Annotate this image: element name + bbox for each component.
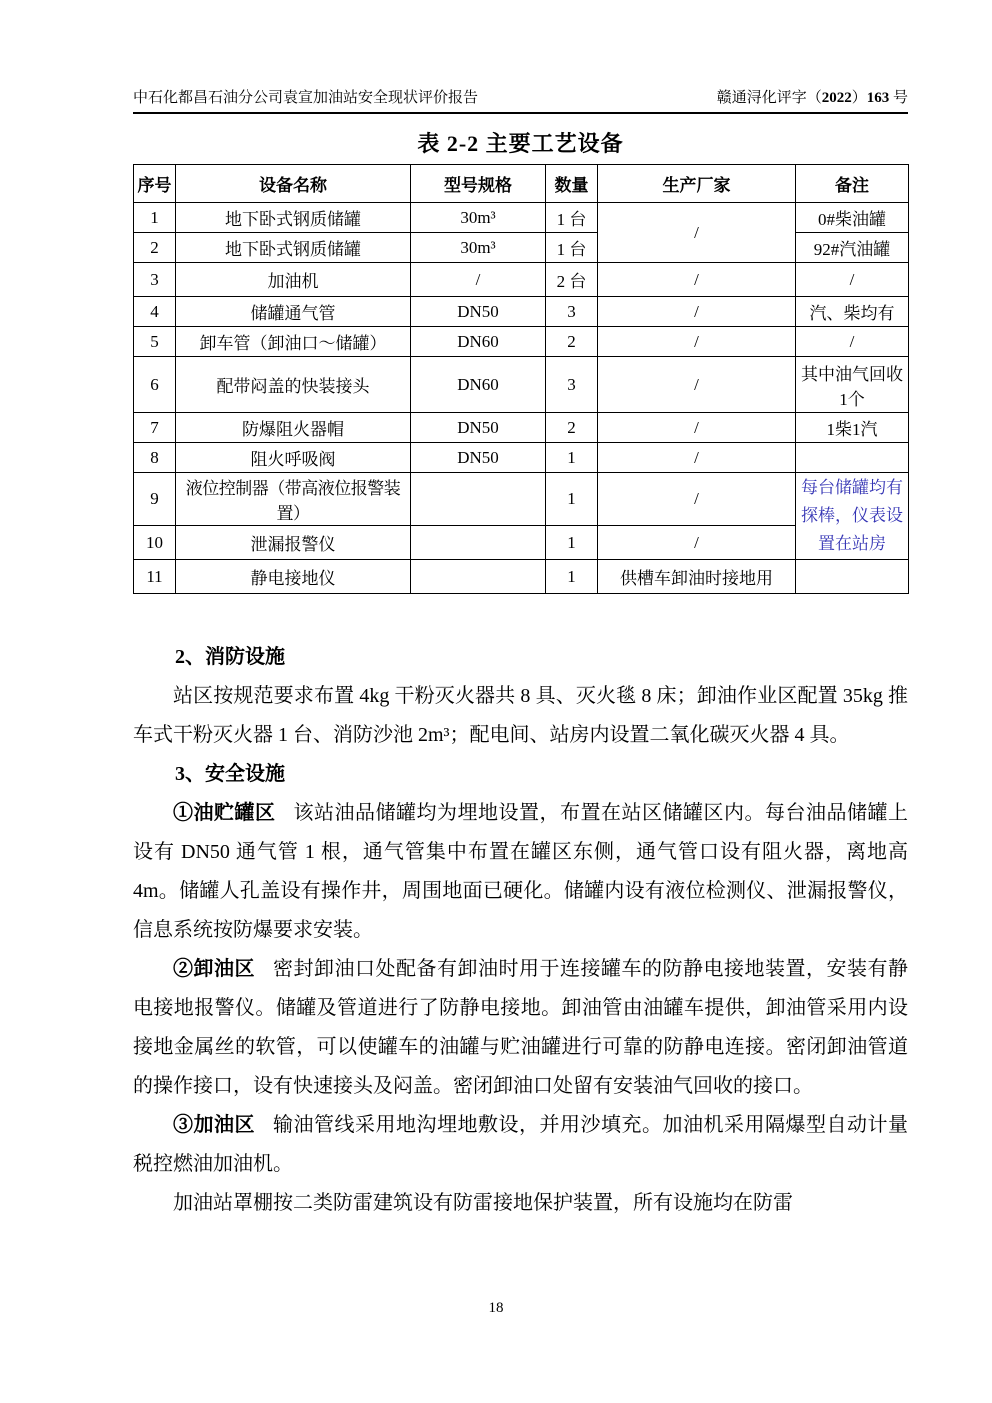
- cell-name: 卸车管（卸油口～储罐）: [176, 327, 411, 357]
- cell-no: 7: [134, 413, 176, 443]
- table-row: [134, 560, 909, 594]
- header-cell-spec: 型号规格: [411, 165, 546, 203]
- cell-no: 1: [134, 203, 176, 233]
- closing-paragraph: 加油站罩棚按二类防雷建筑设有防雷接地保护装置，所有设施均在防雷: [173, 1192, 793, 1215]
- cell-spec: 30m³: [411, 203, 546, 233]
- header-cell-mfr: 生产厂家: [598, 165, 796, 203]
- cell-qty: 2 台: [546, 263, 598, 297]
- cell-qty: 1 台: [546, 233, 598, 263]
- table-row: [134, 443, 909, 473]
- cell-no: 2: [134, 233, 176, 263]
- cell-spec: [411, 560, 546, 594]
- cell-qty: 3: [546, 357, 598, 413]
- table-row: [134, 263, 909, 297]
- cell-qty: 1: [546, 560, 598, 594]
- cell-mfr: /: [598, 443, 796, 473]
- cell-spec: DN50: [411, 443, 546, 473]
- cell-no: 3: [134, 263, 176, 297]
- doc-number-suffix: 号: [889, 90, 908, 106]
- cell-note: 1柴1汽: [796, 413, 909, 443]
- section-3-item-3: [133, 1106, 908, 1184]
- cell-qty: 1: [546, 473, 598, 526]
- cell-qty: 1: [546, 443, 598, 473]
- cell-mfr: /: [598, 357, 796, 413]
- cell-mfr: /: [598, 473, 796, 526]
- table-row: [134, 297, 909, 327]
- cell-note: 汽、柴均有: [796, 297, 909, 327]
- header-cell-no: 序号: [134, 165, 176, 203]
- cell-qty: 2: [546, 327, 598, 357]
- header-report-title: 中石化都昌石油分公司袁宣加油站安全现状评价报告: [133, 90, 479, 106]
- cell-note: /: [796, 327, 909, 357]
- cell-note: /: [796, 263, 909, 297]
- table-row: [134, 413, 909, 443]
- section-3-heading: 3、安全设施: [175, 763, 285, 786]
- table-row: [134, 203, 909, 233]
- doc-number-serial: 163: [866, 90, 890, 106]
- page-header: [133, 86, 908, 114]
- item-2-label: ②卸油区: [173, 958, 255, 981]
- cell-spec: DN50: [411, 297, 546, 327]
- cell-no: 11: [134, 560, 176, 594]
- cell-spec: DN50: [411, 413, 546, 443]
- cell-name: 液位控制器（带高液位报警装置）: [176, 473, 411, 526]
- header-doc-number: [717, 86, 908, 107]
- section-3-item-1: [133, 794, 908, 950]
- cell-name: 静电接地仪: [176, 560, 411, 594]
- cell-qty: 2: [546, 413, 598, 443]
- cell-name: 储罐通气管: [176, 297, 411, 327]
- section-3-item-2: [133, 950, 908, 1106]
- table-title: 表 2-2 主要工艺设备: [417, 131, 624, 156]
- table-row: [134, 357, 909, 413]
- cell-mfr: /: [598, 263, 796, 297]
- header-cell-qty: 数量: [546, 165, 598, 203]
- cell-note: [796, 560, 909, 594]
- cell-spec: [411, 526, 546, 560]
- cell-mfr: 供槽车卸油时接地用: [598, 560, 796, 594]
- body-text: [133, 638, 908, 1223]
- cell-no: 5: [134, 327, 176, 357]
- cell-mfr: /: [598, 413, 796, 443]
- cell-name: 地下卧式钢质储罐: [176, 203, 411, 233]
- header-cell-note: 备注: [796, 165, 909, 203]
- header-cell-name: 设备名称: [176, 165, 411, 203]
- section-2-paragraph: 站区按规范要求布置 4kg 干粉灭火器共 8 具、灭火毯 8 床；卸油作业区配置 35kg 推车式干粉灭火器 1 台、消防沙池 2m³；配电间、站房内设置二氧化碳灭火器 4 具。: [133, 685, 908, 747]
- equipment-table: [133, 164, 909, 594]
- section-2-heading: 2、消防设施: [175, 646, 285, 669]
- cell-no: 6: [134, 357, 176, 413]
- cell-qty: 3: [546, 297, 598, 327]
- table-row: [134, 526, 909, 560]
- cell-note: 其中油气回收1个: [796, 357, 909, 413]
- doc-number-year: 2022: [821, 90, 852, 106]
- item-3-text: 输油管线采用地沟埋地敷设，并用沙填充。加油机采用隔爆型自动计量税控燃油加油机。: [133, 1114, 908, 1176]
- cell-spec: DN60: [411, 357, 546, 413]
- cell-mfr: /: [598, 526, 796, 560]
- cell-name: 泄漏报警仪: [176, 526, 411, 560]
- item-3-label: ③加油区: [173, 1114, 255, 1137]
- page-number: 18: [488, 1300, 504, 1316]
- cell-mfr: /: [598, 327, 796, 357]
- cell-no: 10: [134, 526, 176, 560]
- cell-note-merged: 每台储罐均有探棒，仪表设置在站房: [796, 473, 909, 560]
- cell-no: 9: [134, 473, 176, 526]
- table-row: [134, 327, 909, 357]
- cell-mfr: /: [598, 297, 796, 327]
- cell-no: 8: [134, 443, 176, 473]
- cell-spec: 30m³: [411, 233, 546, 263]
- cell-name: 地下卧式钢质储罐: [176, 233, 411, 263]
- cell-name: 配带闷盖的快装接头: [176, 357, 411, 413]
- item-1-label: ①油贮罐区: [173, 802, 276, 825]
- cell-name: 防爆阻火器帽: [176, 413, 411, 443]
- cell-qty: 1 台: [546, 203, 598, 233]
- cell-qty: 1: [546, 526, 598, 560]
- cell-spec: DN60: [411, 327, 546, 357]
- cell-spec: /: [411, 263, 546, 297]
- doc-number-mid: ）: [851, 90, 867, 106]
- table-row: [134, 473, 909, 526]
- cell-name: 阻火呼吸阀: [176, 443, 411, 473]
- item-2-text: 密封卸油口处配备有卸油时用于连接罐车的防静电接地装置，安装有静电接地报警仪。储罐及管道进行了防静电接地。卸油管由油罐车提供，卸油管采用内设接地金属丝的软管，可以使罐车的油罐与贮油罐进行可靠的防静电连接。密闭卸油管道的操作接口，设有快速接头及闷盖。密闭卸油口处留有安装油气回收的接口。: [133, 958, 908, 1098]
- cell-name: 加油机: [176, 263, 411, 297]
- cell-note: 0#柴油罐: [796, 203, 909, 233]
- cell-mfr-merged: /: [598, 203, 796, 263]
- cell-spec: [411, 473, 546, 526]
- cell-note: [796, 443, 909, 473]
- table-header-row: [134, 165, 909, 203]
- doc-number-prefix: 赣通浔化评字（: [716, 90, 822, 106]
- cell-note: 92#汽油罐: [796, 233, 909, 263]
- item-1-text: 该站油品储罐均为埋地设置，布置在站区储罐区内。每台油品储罐上设有 DN50 通气管 1 根，通气管集中布置在罐区东侧，通气管口设有阻火器，离地高 4m。储罐人孔盖设有操作井，周围地面已硬化。储罐内设有液位检测仪、泄漏报警仪，信息系统按防爆要求安装。: [133, 802, 908, 942]
- cell-no: 4: [134, 297, 176, 327]
